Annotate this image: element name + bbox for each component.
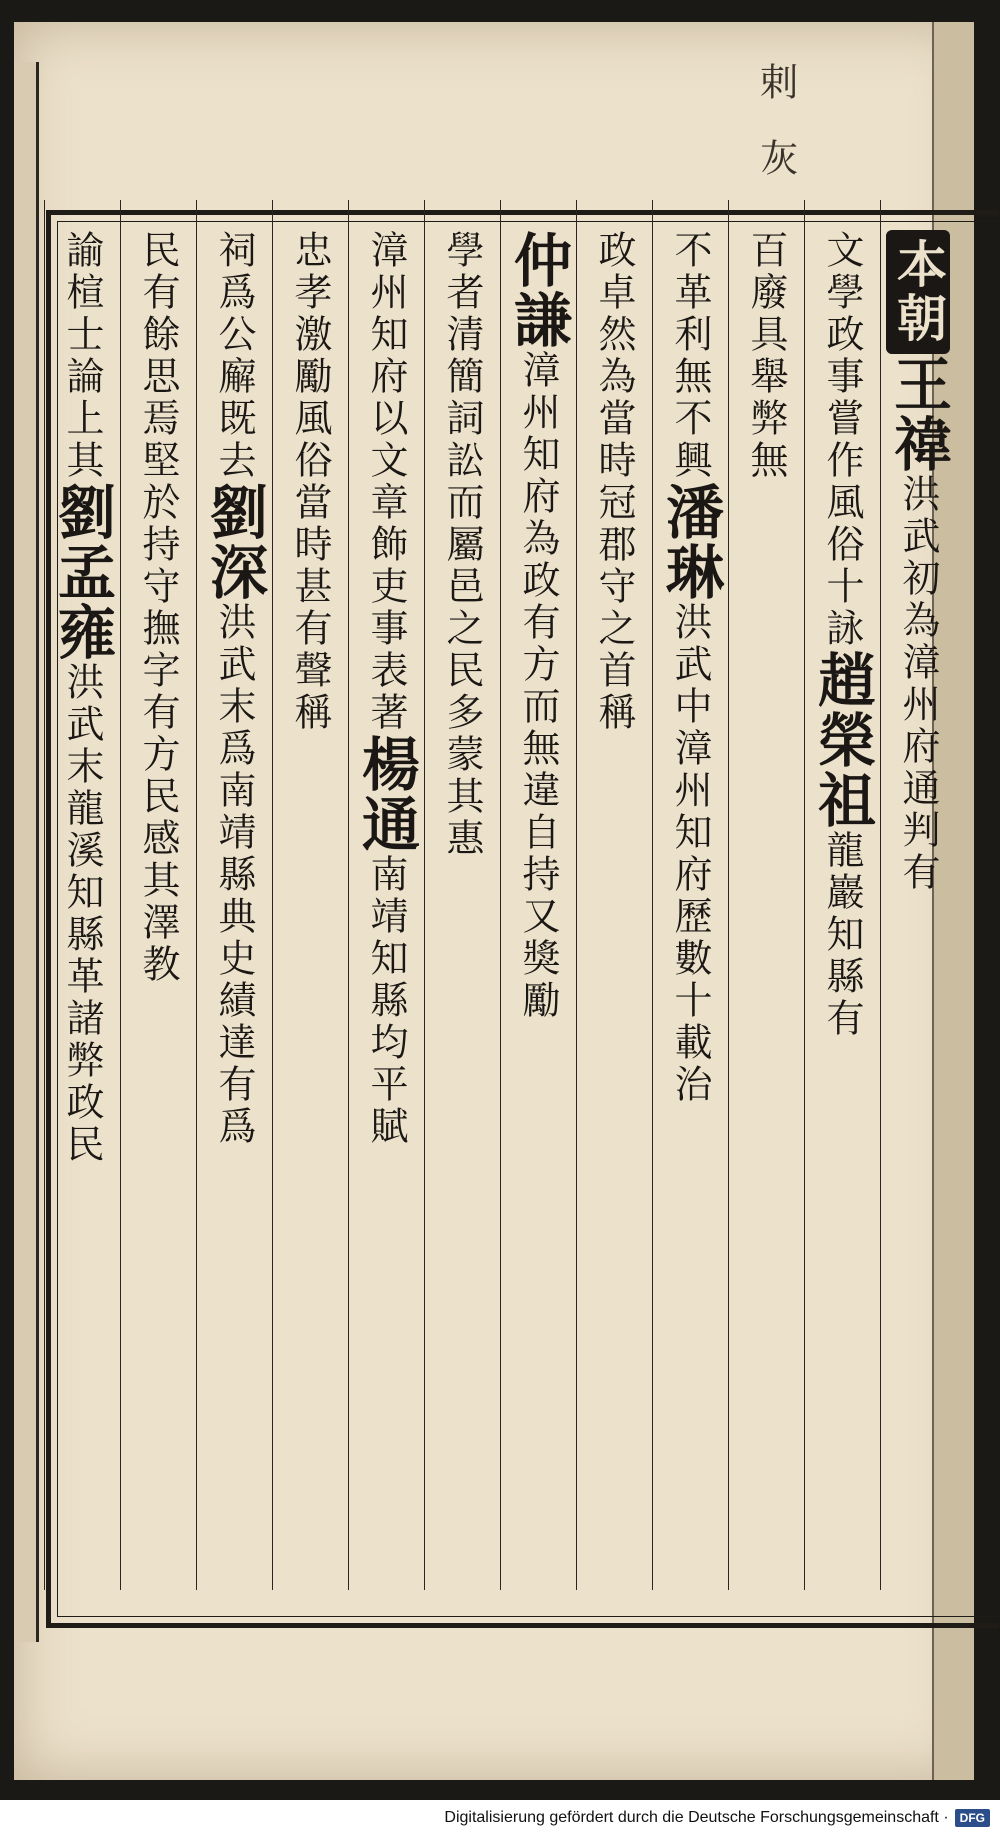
text-column — [652, 200, 728, 1590]
column-text: 政卓然為當時冠郡守之首稱 — [592, 230, 636, 734]
column-text: 百廢具舉弊無 — [744, 230, 788, 482]
text-column — [120, 200, 196, 1590]
dynasty-tag: 本朝 — [886, 230, 950, 354]
footer-credit: Digitalisierung gefördert durch die Deutsche Forschungsgemeinschaft · — [444, 1809, 949, 1826]
dfg-logo: DFG — [955, 1809, 990, 1827]
column-text: 不革利無不興 — [668, 230, 712, 482]
column-text: 文學政事嘗作風俗十詠 — [820, 230, 864, 650]
text-column — [804, 200, 880, 1590]
column-text: 學者清簡詞訟而屬邑之民多蒙其惠 — [440, 230, 484, 860]
name-heading: 楊通 — [352, 734, 420, 854]
name-heading: 趙榮祖 — [808, 650, 876, 830]
column-text: 漳州知府以文章飾吏事表著 — [364, 230, 408, 734]
text-column — [728, 200, 804, 1590]
column-text: 諭楦士論上其 — [60, 230, 104, 482]
text-column — [272, 200, 348, 1590]
text-column — [348, 200, 424, 1590]
column-text: 忠孝激勵風俗當時甚有聲稱 — [288, 230, 332, 734]
footer-bar — [0, 1800, 1000, 1836]
name-heading: 潘琳 — [656, 482, 724, 602]
name-heading: 劉深 — [200, 482, 268, 602]
column-text: 洪武中漳州知府歷數十載治 — [668, 602, 712, 1106]
column-text: 漳州知府為政有方而無違自持又獎勵 — [516, 350, 560, 1022]
text-column — [576, 200, 652, 1590]
text-column — [880, 200, 956, 1590]
text-column — [196, 200, 272, 1590]
column-text: 南靖知縣均平賦 — [364, 854, 408, 1148]
column-text: 洪武初為漳州府通判有 — [896, 474, 940, 894]
text-columns — [44, 200, 956, 1590]
column-text: 祠爲公廨既去 — [212, 230, 256, 482]
column-text: 民有餘思焉 — [136, 230, 180, 440]
text-column — [500, 200, 576, 1590]
name-heading: 劉孟雍 — [48, 482, 116, 662]
name-heading: 王禕 — [884, 354, 952, 474]
text-column — [424, 200, 500, 1590]
column-text: 洪武末爲南靖縣典史績達有爲 — [212, 602, 256, 1148]
name-heading: 仲謙 — [504, 230, 572, 350]
margin-note: 剌 灰 — [753, 62, 798, 176]
text-column — [44, 200, 120, 1590]
column-text: 堅於持守撫字有方民感其澤教 — [136, 440, 180, 986]
column-text: 龍巖知縣有 — [820, 830, 864, 1040]
column-text: 洪武末龍溪知縣革諸弊政民 — [60, 662, 104, 1166]
previous-page-edge — [14, 62, 39, 1642]
